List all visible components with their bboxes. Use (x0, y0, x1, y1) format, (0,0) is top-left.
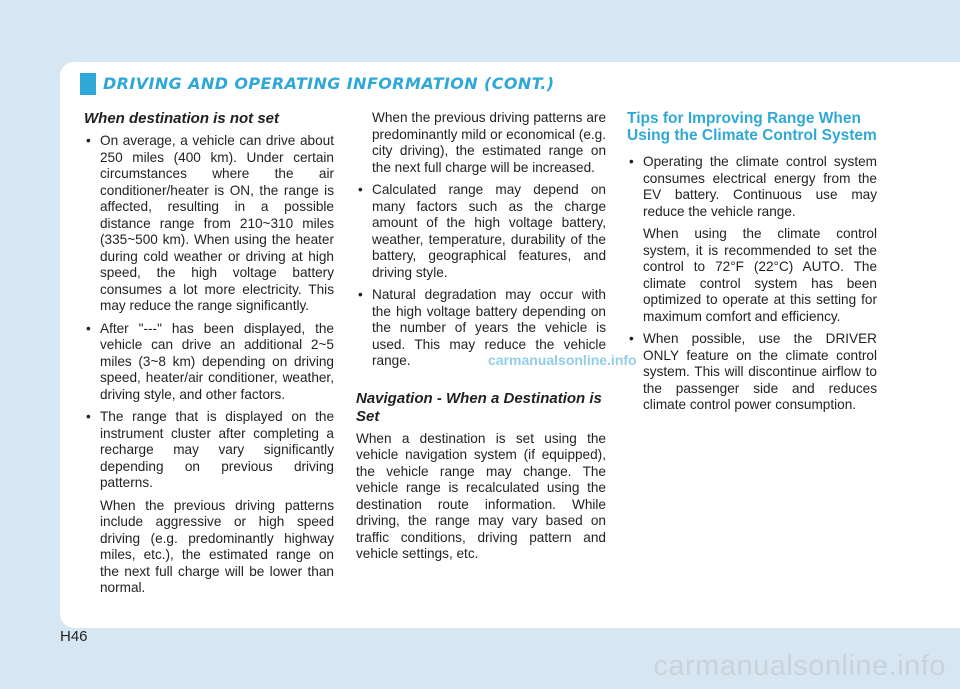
section-header-bar (80, 73, 96, 95)
list-item: • When possible, use the DRIVER ONLY feature on the climate control system. This will discontinue airflow to the passenger side and reduces climate control power consumption. (627, 331, 877, 414)
watermark-text: carmanualsonline.info (488, 352, 637, 368)
bullet-list-middle (356, 182, 606, 370)
list-item (84, 409, 334, 597)
page-number: H46 (60, 628, 88, 645)
section-header-title: DRIVING AND OPERATING INFORMATION (CONT.) (103, 74, 555, 93)
footer-watermark: carmanualsonline.info (653, 650, 946, 682)
column-right (627, 110, 877, 420)
list-item-text: The range that is displayed on the instrument cluster after completing a recharge may vary significantly depending on previous driving patterns. (100, 409, 334, 490)
spacer (356, 376, 606, 390)
list-item: • After "---" has been displayed, the vehicle can drive an additional 2~5 miles (3~8 km) depending on driving speed, heater/air conditioner, weather, driving style, and other factors. (84, 321, 334, 404)
list-item-continuation: When the previous driving patterns include aggressive or high speed driving (e.g. predominantly highway miles, etc.), the estimated range on the next full charge will be lower than normal. (100, 497, 334, 595)
list-item: • On average, a vehicle can drive about 250 miles (400 km). Under certain circumstances where the air conditioner/heater is ON, the range is affected, resulting in a possible distance range from 210~310 miles (335~500 km). When using the heater during cold weather or driving at high speed, the high voltage battery consumes a lot more electricity. This may reduce the range significantly. (84, 133, 334, 315)
subhead-navigation: Navigation - When a Destination is Set (356, 389, 602, 425)
list-item: • Calculated range may depend on many factors such as the charge amount of the high voltage battery, weather, temperature, durability of the battery, geographical features, and driving style. (356, 182, 606, 281)
list-item-text: Operating the climate control system consumes electrical energy from the EV battery. Continuous use may reduce the vehicle range. (643, 154, 877, 219)
list-item-continuation: When using the climate control system, it is recommended to set the control to 72°F (22°C) AUTO. The climate control system has been optimized to operate at this setting for maximum comfort and efficiency. (643, 226, 877, 324)
list-item (627, 154, 877, 325)
subhead-no-destination: When destination is not set (84, 110, 280, 127)
bullet-list-left (84, 133, 334, 597)
column-middle (356, 110, 606, 571)
paragraph-navigation: When a destination is set using the vehicle navigation system (if equipped), the vehicle range may change. The vehicle range is recalculated using the destination route information. While driving, the range may vary based on traffic conditions, driving pattern and vehicle settings, etc. (356, 430, 606, 561)
list-item: • Natural degradation may occur with the high voltage battery depending on the number of years the vehicle is used. This may reduce the vehicle range. (356, 287, 606, 370)
heading-climate-tips: Tips for Improving Range When Using the Climate Control System (627, 110, 877, 144)
bullet-list-right (627, 154, 877, 414)
column-left (84, 110, 334, 603)
list-item-continuation: When the previous driving patterns are predominantly mild or economical (e.g. city driving), the estimated range on the next full charge will be increased. (372, 110, 606, 175)
